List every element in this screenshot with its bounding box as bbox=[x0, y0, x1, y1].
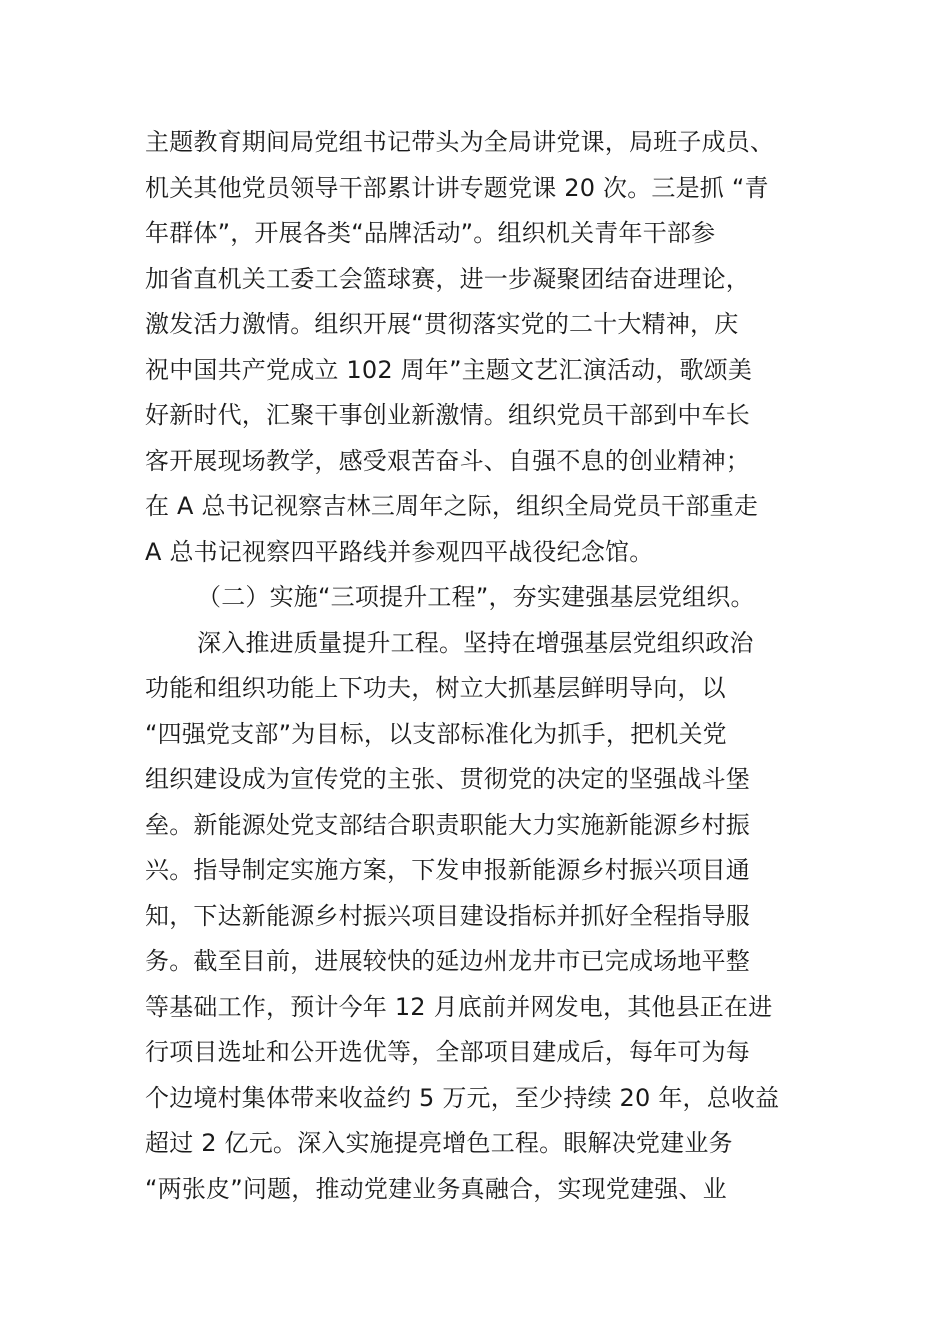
section-heading: （二）实施“三项提升工程”，夯实建强基层党组织。 bbox=[197, 583, 755, 611]
text-line-12: 深入推进质量提升工程。坚持在增强基层党组织政治 bbox=[197, 628, 754, 657]
text-line-16: 垒。新能源处党支部结合职责职能大力实施新能源乡村振 bbox=[145, 810, 750, 839]
text-line-22: 个边境村集体带来收益约 5 万元，至少持续 20 年，总收益 bbox=[145, 1083, 780, 1112]
text-line-5: 激发活力激情。组织开展“贯彻落实党的二十大精神，庆 bbox=[145, 310, 739, 338]
text-line-4: 加省直机关工委工会篮球赛，进一步凝聚团结奋进理论， bbox=[145, 264, 750, 293]
text-line-7: 好新时代，汇聚干事创业新激情。组织党员干部到中车长 bbox=[145, 401, 750, 429]
text-line-15: 组织建设成为宣传党的主张、贯彻党的决定的坚强战斗堡 bbox=[145, 765, 750, 793]
text-line-20: 等基础工作，预计今年 12 月底前并网发电，其他县正在进 bbox=[145, 992, 773, 1021]
text-line-14: “四强党支部”为目标，以支部标准化为抓手，把机关党 bbox=[145, 719, 727, 748]
text-line-18: 知，下达新能源乡村振兴项目建设指标并抓好全程指导服 bbox=[145, 901, 750, 930]
text-line-3: 年群体”，开展各类“品牌活动”。组织机关青年干部参 bbox=[145, 219, 716, 247]
text-line-1: 主题教育期间局党组书记带头为全局讲党课，局班子成员、 bbox=[145, 128, 775, 156]
text-line-19: 务。截至目前，进展较快的延边州龙井市已完成场地平整 bbox=[145, 947, 750, 975]
text-line-6: 祝中国共产党成立 102 周年”主题文艺汇演活动，歌颂美 bbox=[145, 355, 753, 384]
text-line-24: “两张皮”问题，推动党建业务真融合，实现党建强、业 bbox=[145, 1174, 727, 1203]
text-line-23: 超过 2 亿元。深入实施提亮增色工程。眼解决党建业务 bbox=[145, 1129, 733, 1157]
text-line-10: A 总书记视察四平路线并参观四平战役纪念馆。 bbox=[145, 537, 654, 566]
text-line-9: 在 A 总书记视察吉林三周年之际，组织全局党员干部重走 bbox=[145, 492, 759, 520]
text-line-21: 行项目选址和公开选优等，全部项目建成后，每年可为每 bbox=[145, 1038, 750, 1066]
body-text bbox=[145, 120, 810, 1212]
text-line-17: 兴。指导制定实施方案，下发申报新能源乡村振兴项目通 bbox=[145, 856, 750, 884]
text-line-8: 客开展现场教学，感受艰苦奋斗、自强不息的创业精神； bbox=[145, 446, 750, 475]
text-line-2: 机关其他党员领导干部累计讲专题党课 20 次。三是抓 “青 bbox=[145, 173, 769, 202]
text-line-13: 功能和组织功能上下功夫，树立大抓基层鲜明导向，以 bbox=[145, 674, 726, 702]
